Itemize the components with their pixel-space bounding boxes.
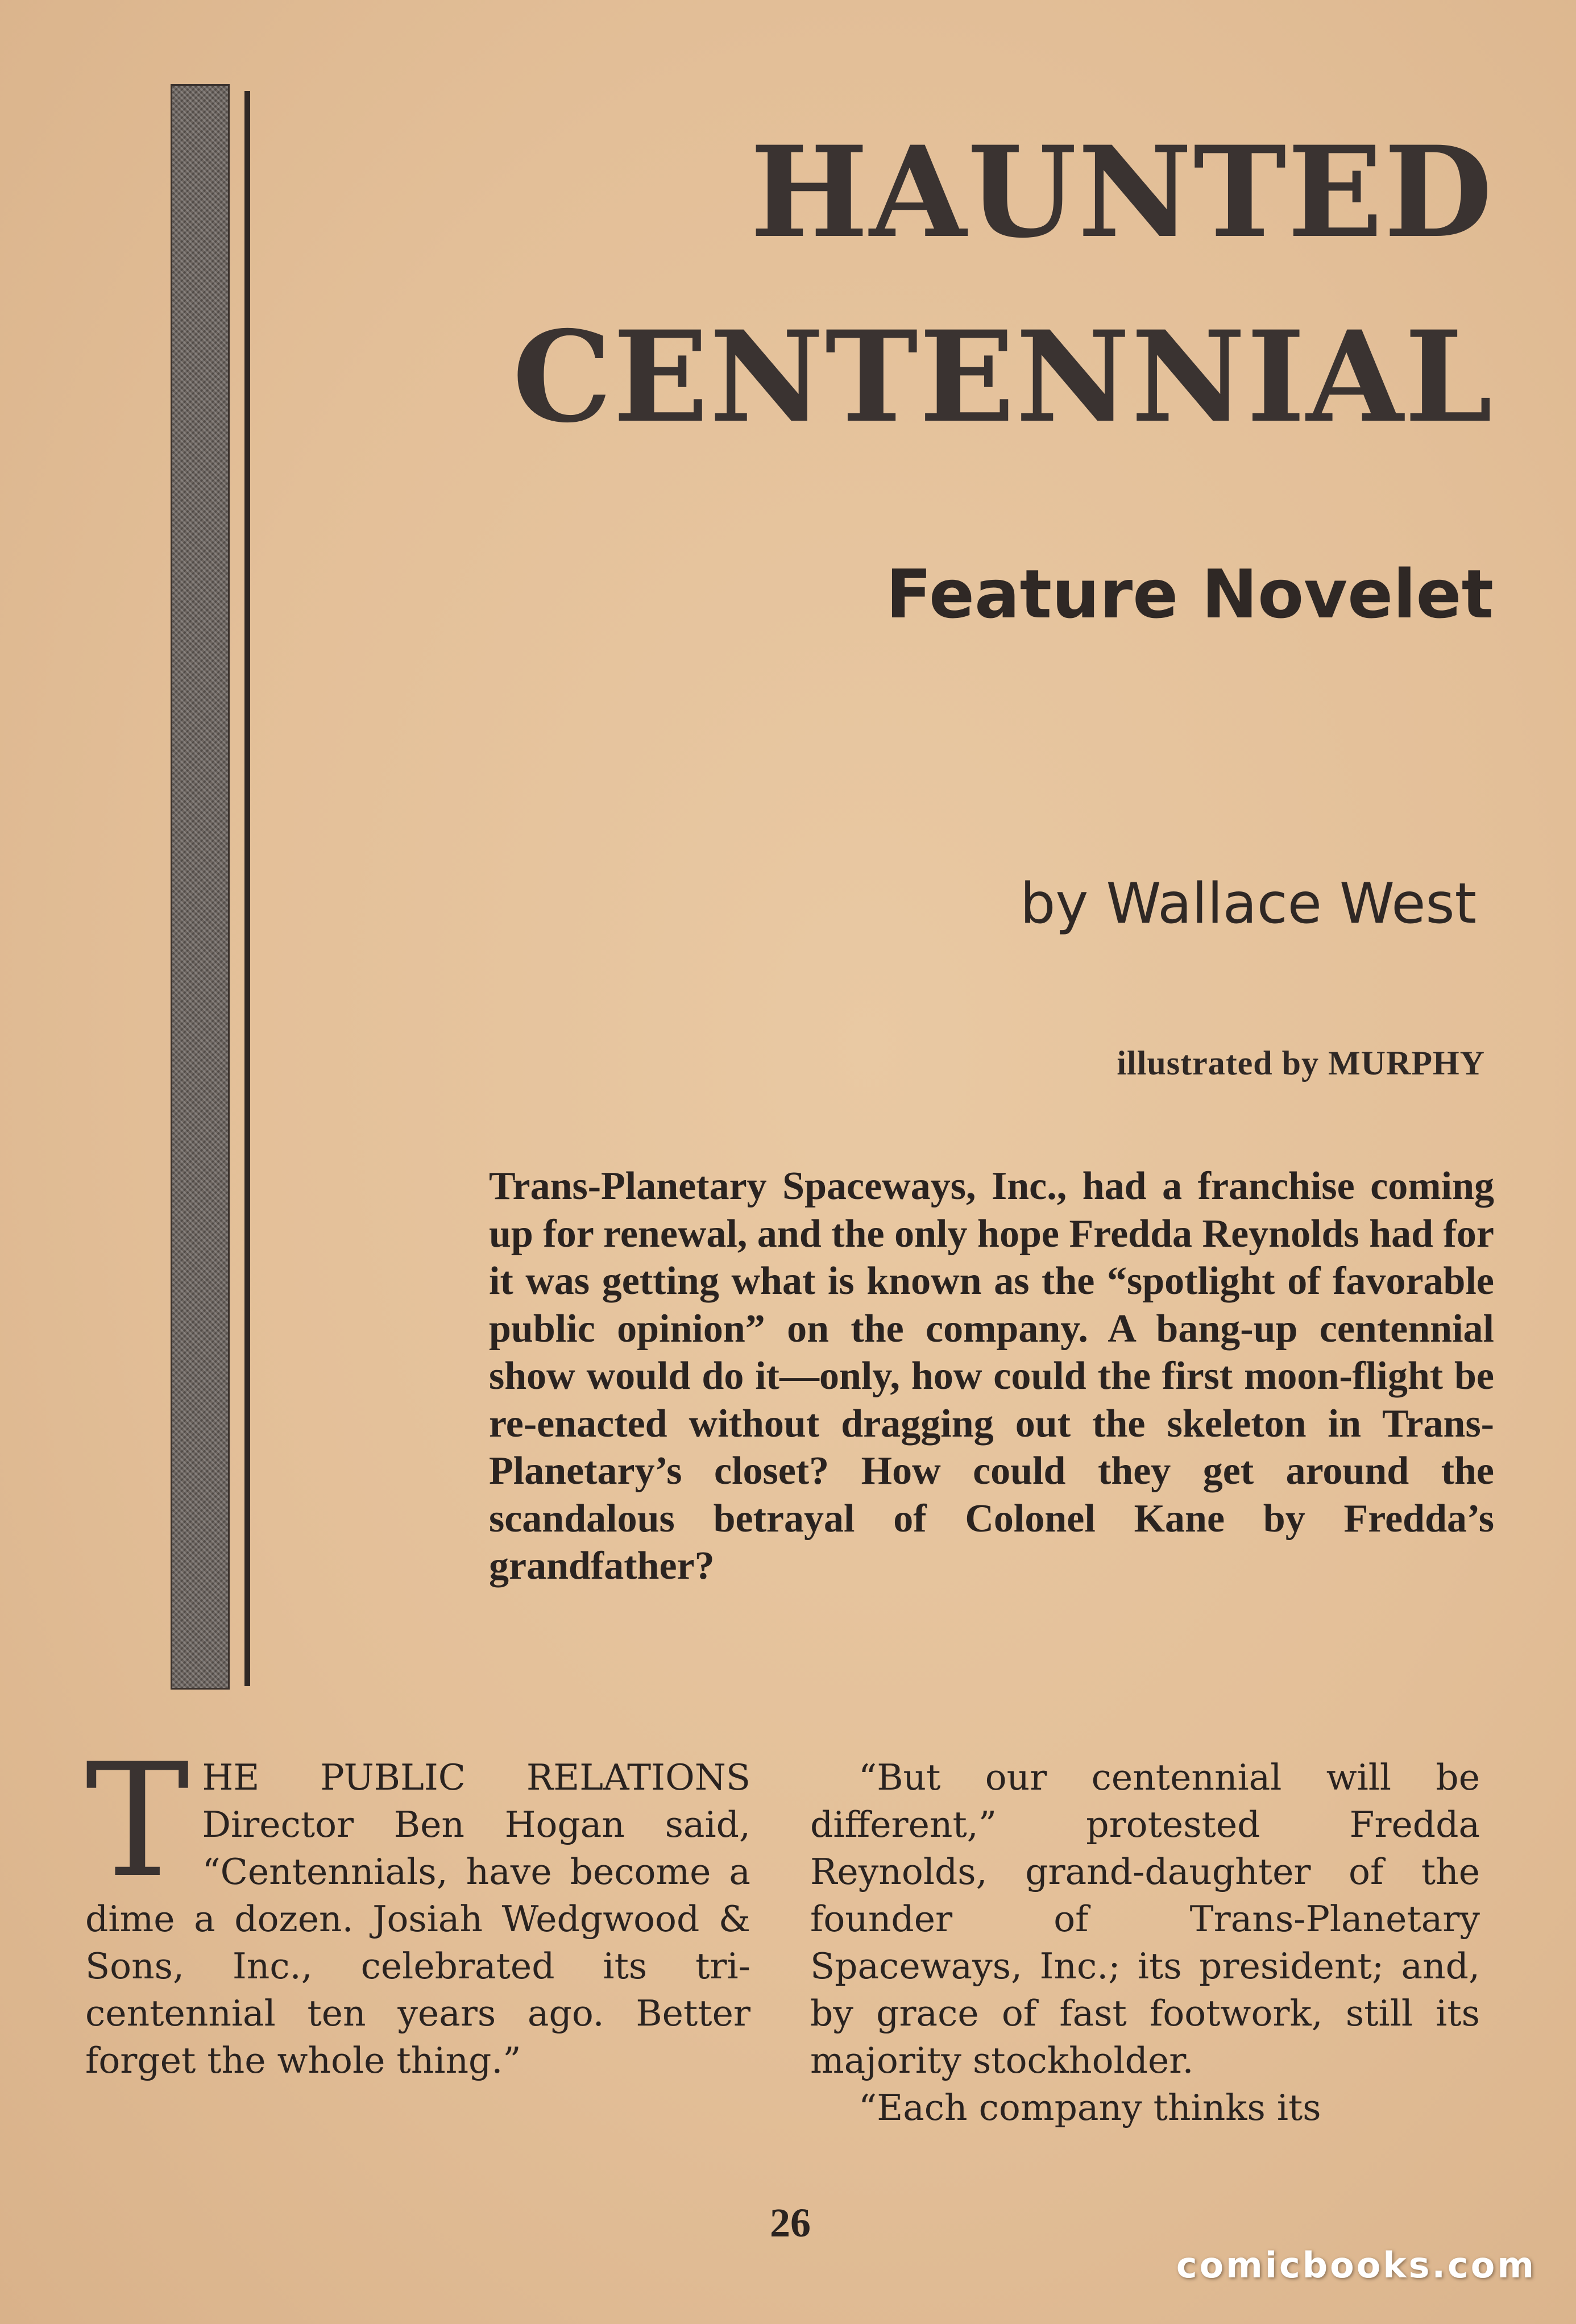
body-paragraph: HE PUBLIC RELATIONS Director Ben Hogan said, “Centennials, have become a dime a dozen. Josiah Wedgwood & Sons, Inc., celebrated its tri-centennial ten years ago. Better forget the whole thing.” [85,1757,750,2081]
page-number: 26 [770,2200,811,2246]
article-subtitle: Feature Novelet [886,555,1494,633]
story-blurb: Trans-Planetary Spaceways, Inc., had a franchise coming up for renewal, and the only hope Fredda Reynolds had for it was getting what is known as the “spotlight of favorable public opinion” on the company. A bang-up centennial show would do it—only, how could the first moon-flight be re-enacted without dragging out the skeleton in Trans-Planetary’s closet? How could they get around the scandalous betrayal of Colonel Kane by Fredda’s grandfather? [489,1164,1494,1588]
watermark: comicbooks.com [1176,2244,1536,2286]
body-column-right [810,1754,1480,2131]
decorative-vertical-rule [244,91,250,1686]
body-column-left [85,1730,750,2084]
drop-cap: T [85,1730,190,1912]
body-paragraph: “But our centennial will be different,” protested Fredda Reynolds, grand-daughter of the founder of Trans-Planetary Spaceways, Inc.; its president; and, by grace of fast footwork, still its majority stockholder. [810,1757,1480,2081]
illustrator-credit: illustrated by MURPHY [1117,1044,1485,1082]
author-byline: by Wallace West [1020,872,1477,936]
body-paragraph: “Each company thinks its [858,2087,1321,2128]
article-title: HAUNTED CENTENNIAL [512,118,1494,450]
decorative-hatched-bar [171,84,230,1690]
